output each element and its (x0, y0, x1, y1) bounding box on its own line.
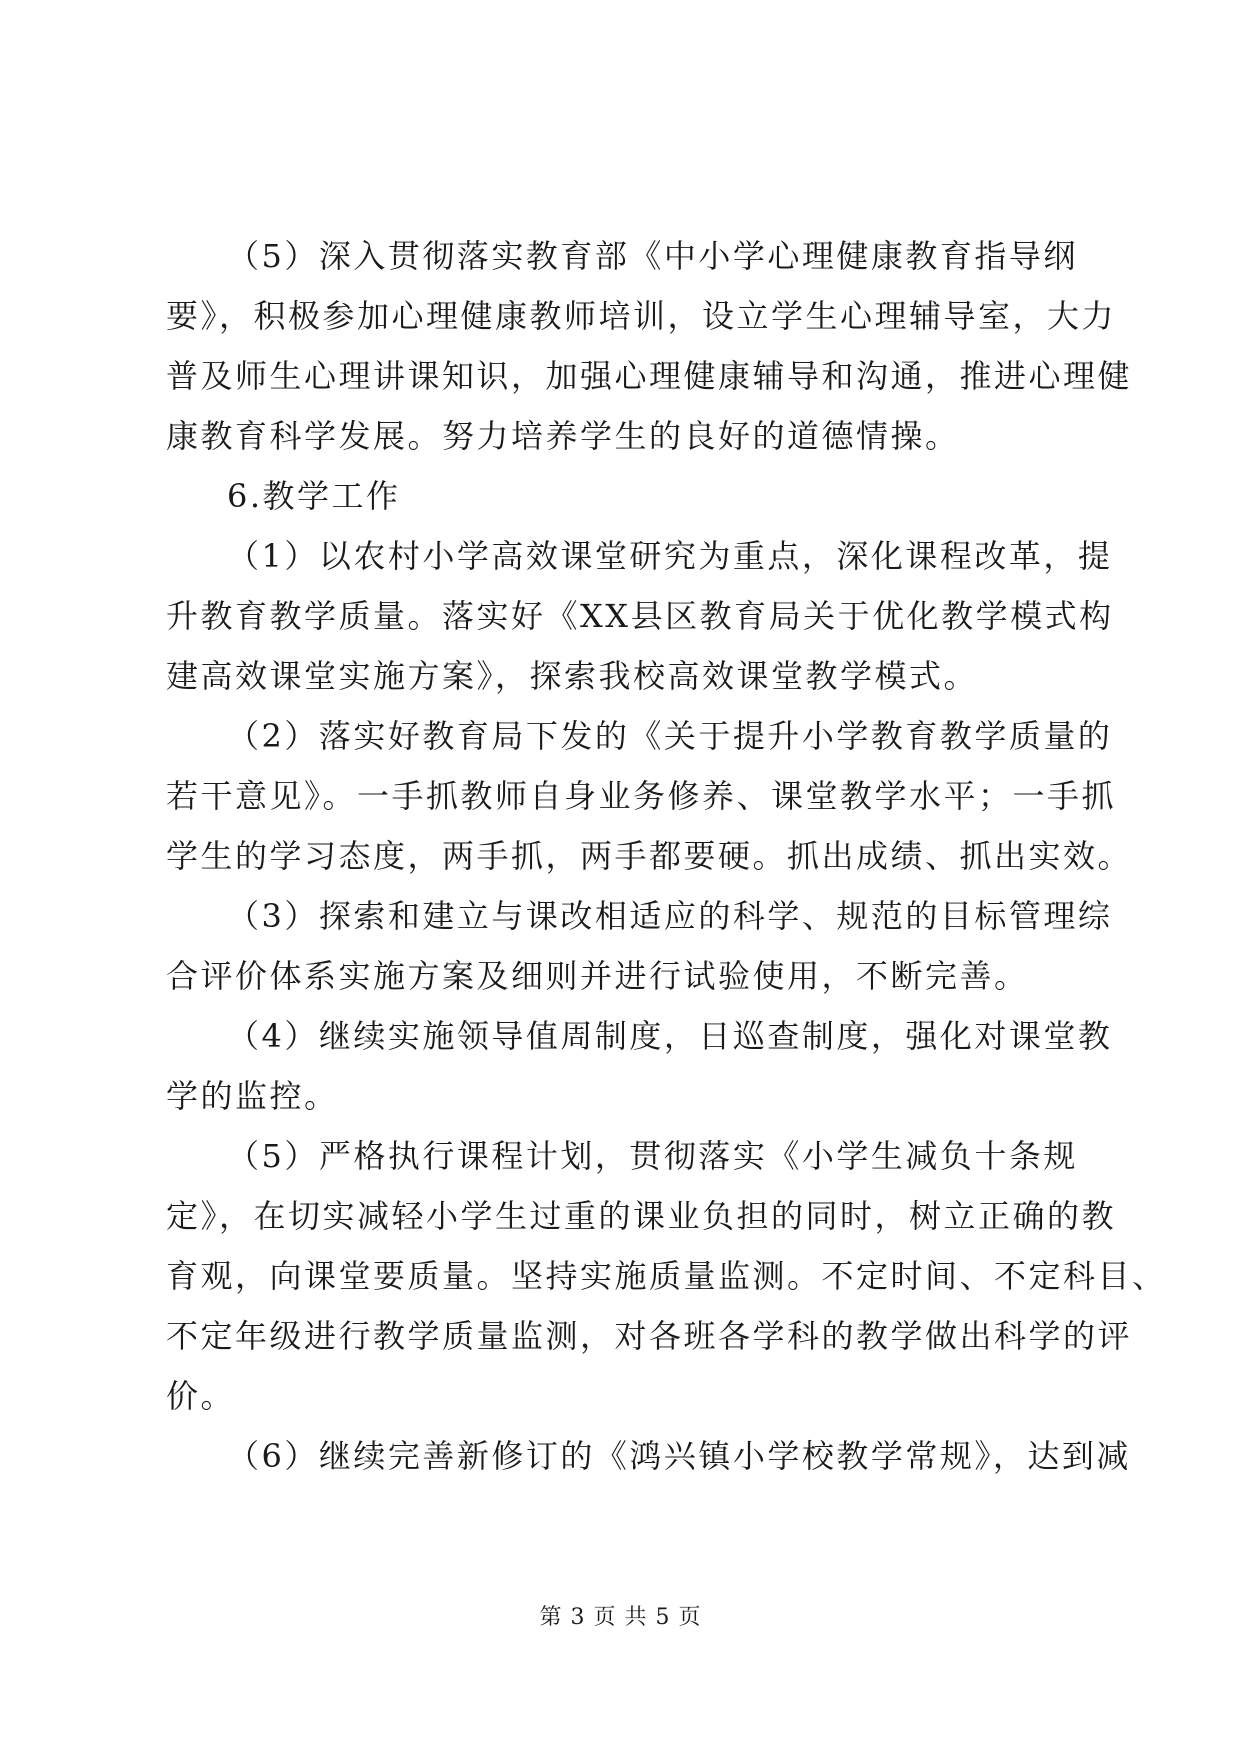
paragraph-line: 定》，在切实减轻小学生过重的课业负担的同时，树立正确的教 (166, 1197, 1117, 1235)
page-number-footer: 第 3 页 共 5 页 (539, 1605, 702, 1630)
paragraph-line: 康教育科学发展。努力培养学生的良好的道德情操。 (166, 417, 960, 455)
paragraph-line: （4）继续实施领导值周制度，日巡查制度，强化对课堂教 (227, 1017, 1113, 1055)
paragraph-line: （3）探索和建立与课改相适应的科学、规范的目标管理综 (227, 897, 1113, 935)
paragraph-line: （1）以农村小学高效课堂研究为重点，深化课程改革，提 (227, 537, 1113, 575)
paragraph-line: 合评价体系实施方案及细则并进行试验使用，不断完善。 (166, 957, 1029, 995)
paragraph-line: （6）继续完善新修订的《鸿兴镇小学校教学常规》，达到减 (227, 1437, 1131, 1475)
paragraph-line: 价。 (166, 1377, 236, 1415)
paragraph-line: （5）深入贯彻落实教育部《中小学心理健康教育指导纲 (227, 237, 1078, 275)
paragraph-line: 育观，向课堂要质量。坚持实施质量监测。不定时间、不定科目、 (166, 1257, 1167, 1295)
paragraph-line: 学的监控。 (166, 1077, 339, 1115)
section-heading: 6.教学工作 (227, 477, 401, 515)
document-body (166, 226, 1167, 1486)
paragraph-line: （2）落实好教育局下发的《关于提升小学教育教学质量的 (227, 717, 1113, 755)
paragraph-line: 学生的学习态度，两手抓，两手都要硬。抓出成绩、抓出实效。 (166, 837, 1133, 875)
paragraph-line: 要》，积极参加心理健康教师培训，设立学生心理辅导室，大力 (166, 297, 1117, 335)
paragraph-line: 建高效课堂实施方案》，探索我校高效课堂教学模式。 (166, 657, 979, 695)
paragraph-line: 若干意见》。一手抓教师自身业务修养、课堂教学水平；一手抓 (166, 777, 1117, 815)
paragraph-line: （5）严格执行课程计划，贯彻落实《小学生减负十条规 (227, 1137, 1078, 1175)
paragraph-line: 升教育教学质量。落实好《XX县区教育局关于优化教学模式构 (166, 597, 1114, 635)
paragraph-line: 普及师生心理讲课知识，加强心理健康辅导和沟通，推进心理健 (166, 357, 1133, 395)
paragraph-line: 不定年级进行教学质量监测，对各班各学科的教学做出科学的评 (166, 1317, 1133, 1355)
